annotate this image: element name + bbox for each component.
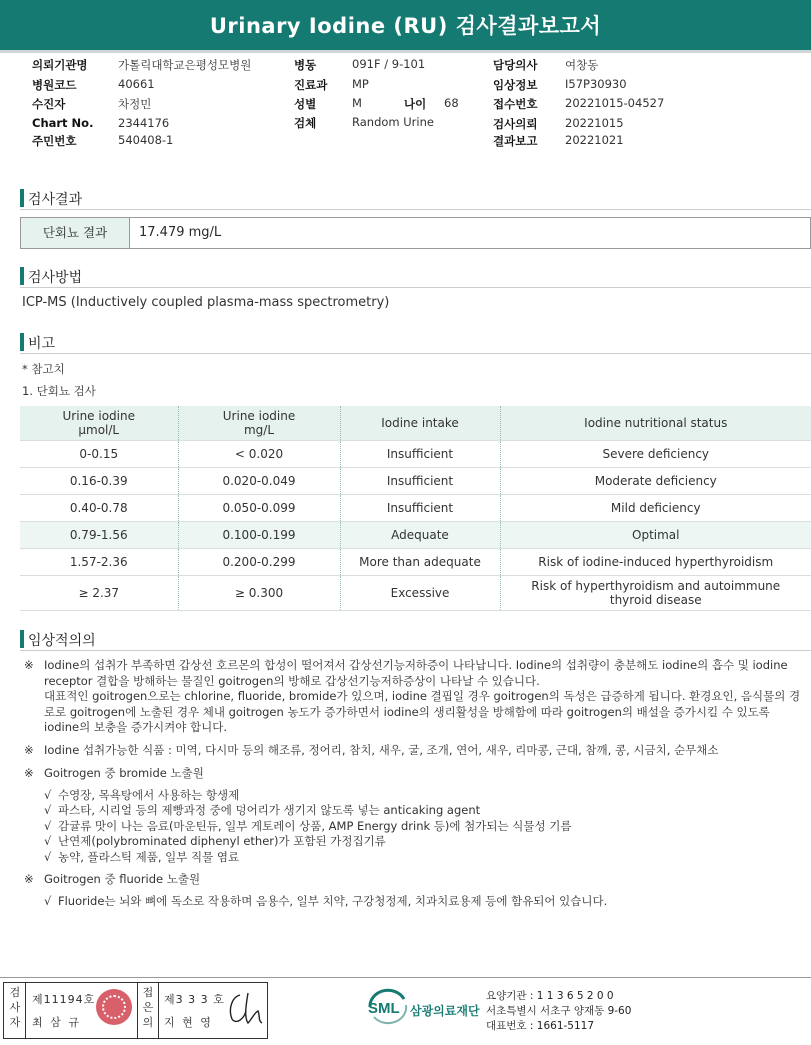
list-item-text: 수영장, 목욕탕에서 사용하는 항생제 <box>58 787 240 802</box>
label-char: 자 <box>9 1016 21 1029</box>
section-title-clinical: 임상적의의 <box>28 633 96 649</box>
clinical-text: Goitrogen 중 fluoride 노출원 <box>44 872 201 886</box>
info-value: 20221015 <box>565 116 624 130</box>
section-divider <box>20 287 811 288</box>
clinical-text: Iodine 섭취가능한 식품 : 미역, 다시마 등의 해조류, 정어리, 참치, 새우, 굴, 조개, 연어, 새우, 리마콩, 근대, 참깨, 콩, 시금치, 순무채소 <box>44 743 719 757</box>
info-value: 20221015-04527 <box>565 96 665 110</box>
list-item-text: Fluoride는 뇌와 뼈에 독소로 작용하며 음용수, 일부 치약, 구강청정제, 치과치료용제 등에 함유되어 있습니다. <box>58 893 608 908</box>
seal-stamp-icon <box>96 989 132 1025</box>
table-cell: 0.050-0.099 <box>178 495 340 522</box>
list-item-text: 난연제(polybrominated diphenyl ether)가 포함된 가정집기류 <box>58 834 386 848</box>
table-cell: 0.020-0.049 <box>178 468 340 495</box>
section-title-result: 검사결과 <box>28 192 83 208</box>
list-item-text: 농약, 플라스틱 제품, 일부 직물 염료 <box>58 849 240 864</box>
tester-license: 제11194호 <box>32 993 96 1006</box>
clinical-fluoride <box>24 872 804 909</box>
info-value: 40661 <box>118 77 155 91</box>
box-separator <box>158 983 159 1038</box>
info-value: 2344176 <box>118 116 170 130</box>
section-divider <box>20 650 811 651</box>
clinical-foods <box>24 743 804 759</box>
result-label: 단회뇨 결과 <box>21 218 130 248</box>
table-cell: 0-0.15 <box>20 441 178 468</box>
footer-divider <box>0 977 811 978</box>
table-cell: Optimal <box>500 522 811 549</box>
result-box <box>20 217 811 249</box>
company-address: 서초특별시 서초구 양재동 9-60 <box>486 1005 632 1017</box>
doctor-label <box>139 985 157 1030</box>
reference-mark-icon: ※ <box>24 872 34 886</box>
info-label: 성별 <box>294 97 317 111</box>
info-label: 나이 <box>404 97 427 111</box>
info-label: 임상정보 <box>493 78 538 92</box>
table-cell: Insufficient <box>340 441 500 468</box>
table-cell: ≥ 2.37 <box>20 576 178 611</box>
table-cell: Insufficient <box>340 468 500 495</box>
table-cell: ≥ 0.300 <box>178 576 340 611</box>
column-header: Iodine nutritional status <box>500 406 811 441</box>
remarks-item: 1. 단회뇨 검사 <box>22 384 96 398</box>
clinical-text: Goitrogen 중 bromide 노출원 <box>44 766 204 780</box>
info-value: 091F / 9-101 <box>352 57 426 71</box>
section-marker <box>20 267 24 285</box>
info-label: 수진자 <box>32 97 66 111</box>
info-value: MP <box>352 77 369 91</box>
reference-mark-icon: ※ <box>24 743 34 757</box>
check-icon: √ <box>44 818 52 833</box>
info-label: 접수번호 <box>493 97 538 111</box>
list-item-text: 파스타, 시리얼 등의 제빵과정 중에 덩어리가 생기지 않도록 넣는 anticaking agent <box>58 803 481 817</box>
check-icon: √ <box>44 787 52 802</box>
tester-name: 최 삼 규 <box>32 1016 81 1029</box>
report-title: Urinary Iodine (RU) 검사결과보고서 <box>209 14 602 38</box>
info-label: Chart No. <box>32 116 94 130</box>
info-value: 20221021 <box>565 133 624 147</box>
result-value: 17.479 mg/L <box>139 225 222 240</box>
table-cell: 0.100-0.199 <box>178 522 340 549</box>
title-underline <box>0 50 811 53</box>
section-divider <box>20 209 811 210</box>
signature-box <box>3 982 268 1039</box>
signature-icon <box>222 989 264 1029</box>
clinical-text: Iodine의 섭취가 부족하면 갑상선 호르몬의 합성이 떨어져서 갑상선기능저하증이 나타납니다. Iodine의 섭취량이 충분해도 iodine의 흡수 및 iodine receptor 결합을 방해하는 물질인 goitrogen의 방해로 갑상선기능저하증상이 나타날 수 있습니다. <box>44 658 788 688</box>
table-row <box>20 549 811 576</box>
table-cell: Risk of hyperthyroidism and autoimmune thyroid disease <box>500 576 811 611</box>
table-cell: More than adequate <box>340 549 500 576</box>
info-label: 담당의사 <box>493 58 538 72</box>
info-value: 540408-1 <box>118 133 174 147</box>
list-item <box>44 834 804 850</box>
reference-mark-icon: ※ <box>24 766 34 780</box>
institution-code: 요양기관 : 1 1 3 6 5 2 0 0 <box>486 990 614 1002</box>
info-label: 검체 <box>294 116 317 130</box>
check-icon: √ <box>44 849 52 864</box>
doctor-name: 지 현 영 <box>164 1016 213 1029</box>
info-label: 의뢰기관명 <box>32 58 88 72</box>
logo-text: SML <box>368 1000 400 1017</box>
column-header: Urine iodine μmol/L <box>20 406 178 441</box>
section-marker <box>20 333 24 351</box>
info-label: 진료과 <box>294 78 328 92</box>
info-value: 68 <box>444 96 459 110</box>
table-cell: Excessive <box>340 576 500 611</box>
method-text: ICP-MS (Inductively coupled plasma-mass spectrometry) <box>22 295 390 310</box>
clinical-paragraph <box>24 658 804 736</box>
list-item <box>44 788 804 804</box>
company-name: 삼광의료재단 <box>410 1004 480 1018</box>
table-row <box>20 468 811 495</box>
section-divider <box>20 353 811 354</box>
label-char: 사 <box>9 1001 21 1014</box>
list-item <box>44 819 804 835</box>
section-title-method: 검사방법 <box>28 270 83 286</box>
table-row <box>20 441 811 468</box>
clinical-bromide <box>24 766 804 865</box>
info-label: 결과보고 <box>493 134 538 148</box>
table-cell: Insufficient <box>340 495 500 522</box>
info-label: 주민번호 <box>32 134 77 148</box>
box-separator <box>137 983 138 1038</box>
table-cell: Severe deficiency <box>500 441 811 468</box>
label-char: 접 <box>142 986 154 999</box>
check-icon: √ <box>44 893 52 908</box>
table-cell: 0.40-0.78 <box>20 495 178 522</box>
tester-label <box>6 985 24 1030</box>
section-title-remarks: 비고 <box>28 336 56 352</box>
table-cell: Adequate <box>340 522 500 549</box>
table-header-row <box>20 406 811 441</box>
column-header: Iodine intake <box>340 406 500 441</box>
list-item <box>44 850 804 866</box>
label-char: 검 <box>9 986 21 999</box>
table-row <box>20 576 811 611</box>
info-label: 검사의뢰 <box>493 117 538 131</box>
company-phone: 대표번호 : 1661-5117 <box>486 1020 595 1032</box>
info-value: Random Urine <box>352 115 434 129</box>
table-row <box>20 495 811 522</box>
reference-table <box>20 406 811 611</box>
check-icon: √ <box>44 803 52 817</box>
table-cell: Risk of iodine-induced hyperthyroidism <box>500 549 811 576</box>
clinical-text: 대표적인 goitrogen으로는 chlorine, fluoride, bromide가 있으며, iodine 결핍일 경우 goitrogen의 독성은 급증하게 됩니다. 환경요인, 음식물의 경로로 goitrogen에 노출된 경우 체내 goitrogen 농도가 증가하면서 iodine의 생리활성을 방해함에 따라 goitrogen의 배설을 증가시킬 수 있도록 iodine의 보충을 증가시켜야 합니다. <box>44 689 801 734</box>
table-cell: < 0.020 <box>178 441 340 468</box>
list-item <box>44 894 804 910</box>
remarks-note: * 참고치 <box>22 362 65 376</box>
info-value: 차정민 <box>118 97 152 111</box>
section-marker <box>20 630 24 648</box>
label-char: 은 <box>142 1001 154 1014</box>
list-item-text: 감귤류 맛이 나는 음료(마운틴듀, 일부 게토레이 상품, AMP Energy drink 등)에 첨가되는 식물성 기름 <box>58 818 572 833</box>
reference-mark-icon: ※ <box>24 658 34 672</box>
table-cell: 0.16-0.39 <box>20 468 178 495</box>
column-header: Urine iodine mg/L <box>178 406 340 441</box>
table-cell: Moderate deficiency <box>500 468 811 495</box>
sml-logo-icon <box>366 987 410 1025</box>
check-icon: √ <box>44 834 52 848</box>
section-marker <box>20 189 24 207</box>
box-separator <box>25 983 26 1038</box>
table-cell: 1.57-2.36 <box>20 549 178 576</box>
label-char: 의 <box>142 1016 154 1029</box>
info-label: 병동 <box>294 58 317 72</box>
doctor-license: 제3 3 3 호 <box>164 993 225 1006</box>
table-row <box>20 522 811 549</box>
table-cell: Mild deficiency <box>500 495 811 522</box>
info-value: 가톨릭대학교은평성모병원 <box>118 58 252 72</box>
info-value: I57P30930 <box>565 77 627 91</box>
table-cell: 0.79-1.56 <box>20 522 178 549</box>
list-item <box>44 803 804 819</box>
info-label: 병원코드 <box>32 78 77 92</box>
info-value: M <box>352 96 362 110</box>
info-value: 여창동 <box>565 58 599 72</box>
table-cell: 0.200-0.299 <box>178 549 340 576</box>
